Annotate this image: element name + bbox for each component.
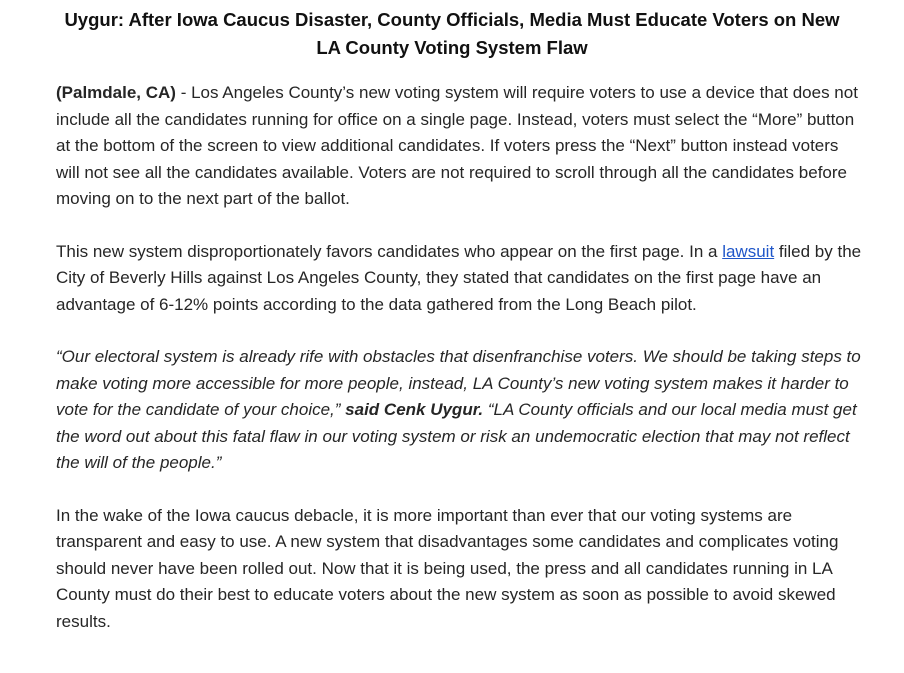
lawsuit-link[interactable]: lawsuit: [722, 241, 775, 261]
quote-part-1: “Our electoral system is already rife with obstacles that disenfranchise voters. We should be taking steps to make voting more accessible for more people, instead, LA County’s new voting system makes it harder to vote for the candidate of your choice,”: [56, 347, 861, 419]
document-title: [56, 0, 864, 62]
title-line-2: LA County Voting System Flaw: [316, 37, 588, 58]
paragraph-lawsuit-text-after: filed by the City of Beverly Hills against Los Angeles County, they stated that candidates on the first page have an advantage of 6-12% points according to the data gathered from the Long Beach pilot.: [56, 241, 862, 314]
quote-part-2: “LA County officials and our local media must get the word out about this fatal flaw in our voting system or risk an undemocratic election that may not reflect the will of the people.”: [56, 400, 857, 472]
paragraph-conclusion-text: In the wake of the Iowa caucus debacle, it is more important than ever that our voting systems are transparent and easy to use. A new system that disadvantages some candidates and complicates voting should never have been rolled out. Now that it is being used, the press and all candidates running in LA County must do their best to educate voters about the new system as soon as possible to avoid skewed results.: [56, 505, 839, 631]
dateline: (Palmdale, CA): [56, 83, 176, 102]
paragraph-intro: [56, 80, 864, 213]
paragraph-conclusion: [56, 503, 864, 636]
paragraph-intro-text: - Los Angeles County’s new voting system will require voters to use a device that does not include all the candidates running for office on a single page. Instead, voters must select the “More” button at the bottom of the screen to view additional candidates. If voters press the “Next” button instead voters will not see all the candidates available. Voters are not required to scroll through all the candidates before moving on to the next part of the ballot.: [56, 83, 858, 208]
title-line-1: Uygur: After Iowa Caucus Disaster, County Officials, Media Must Educate Voters on New: [64, 9, 840, 30]
quote-attribution: said Cenk Uygur.: [345, 400, 484, 419]
paragraph-quote: [56, 344, 864, 477]
paragraph-lawsuit: [56, 239, 864, 319]
paragraph-lawsuit-text-before: This new system disproportionately favors candidates who appear on the first page. In a: [56, 241, 723, 261]
